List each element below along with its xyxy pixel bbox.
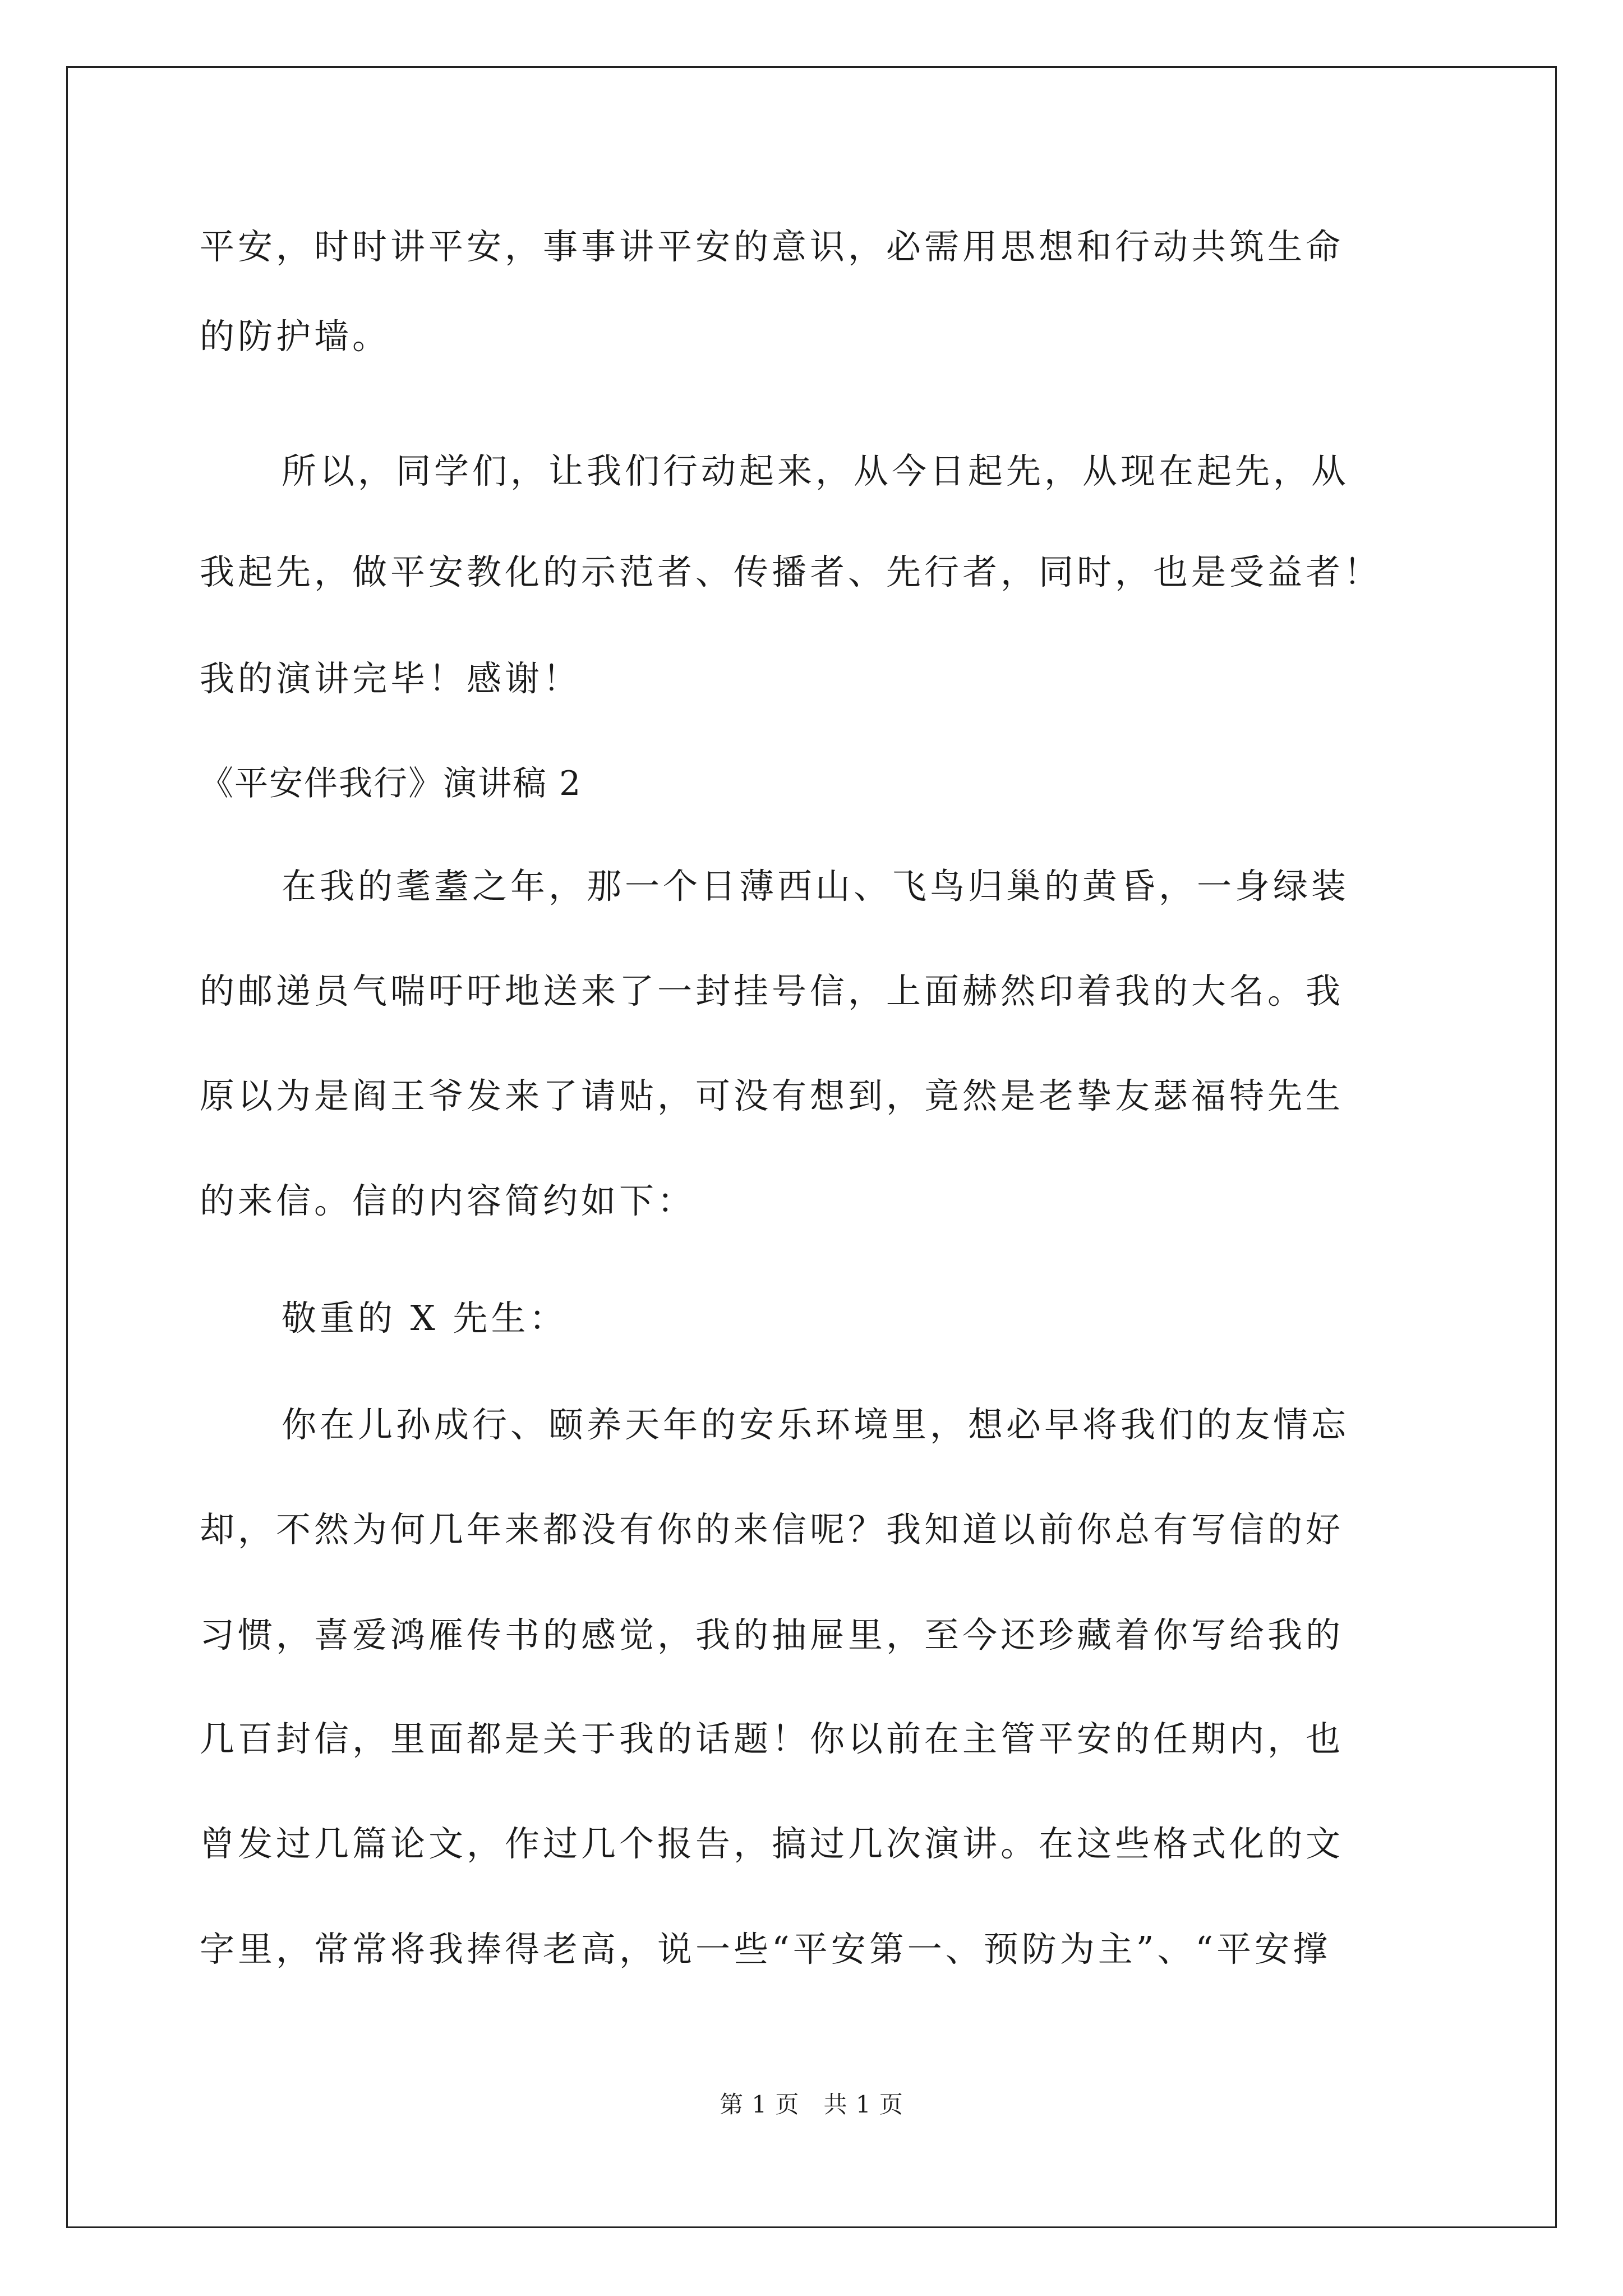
section-title: 《平安伴我行》演讲稿 2: [200, 764, 582, 803]
page-border: [66, 66, 1557, 2228]
text-line: 在我的耄耋之年，那一个日薄西山、飞鸟归巢的黄昏，一身绿装: [282, 866, 1350, 907]
text-line: 平安，时时讲平安，事事讲平安的意识，必需用思想和行动共筑生命: [200, 226, 1344, 267]
text-line: 敬重的 X 先生：: [282, 1297, 568, 1338]
text-line: 的防护墙。: [200, 316, 391, 357]
text-line: 习惯，喜爱鸿雁传书的感觉，我的抽屉里，至今还珍藏着你写给我的: [200, 1614, 1344, 1655]
text-line: 几百封信，里面都是关于我的话题！你以前在主管平安的任期内，也: [200, 1718, 1344, 1759]
text-line: 却，不然为何几年来都没有你的来信呢？我知道以前你总有写信的好: [200, 1509, 1344, 1550]
text-line: 的邮递员气喘吁吁地送来了一封挂号信，上面赫然印着我的大名。我: [200, 970, 1344, 1011]
page-footer: 第 1 页 共 1 页: [720, 2091, 903, 2118]
text-line: 你在儿孙成行、颐养天年的安乐环境里，想必早将我们的友情忘: [282, 1404, 1350, 1445]
text-line: 的来信。信的内容简约如下：: [200, 1180, 696, 1221]
text-line: 字里，常常将我捧得老高，说一些“平安第一、预防为主”、“平安撑: [200, 1929, 1331, 1970]
text-line: 所以，同学们，让我们行动起来，从今日起先，从现在起先，从: [282, 450, 1350, 491]
text-line: 我起先，做平安教化的示范者、传播者、先行者，同时，也是受益者！: [200, 551, 1382, 592]
text-line: 原以为是阎王爷发来了请贴，可没有想到，竟然是老挚友瑟福特先生: [200, 1075, 1344, 1116]
text-line: 我的演讲完毕！感谢！: [200, 658, 582, 699]
text-line: 曾发过几篇论文，作过几个报告，搞过几次演讲。在这些格式化的文: [200, 1823, 1344, 1864]
